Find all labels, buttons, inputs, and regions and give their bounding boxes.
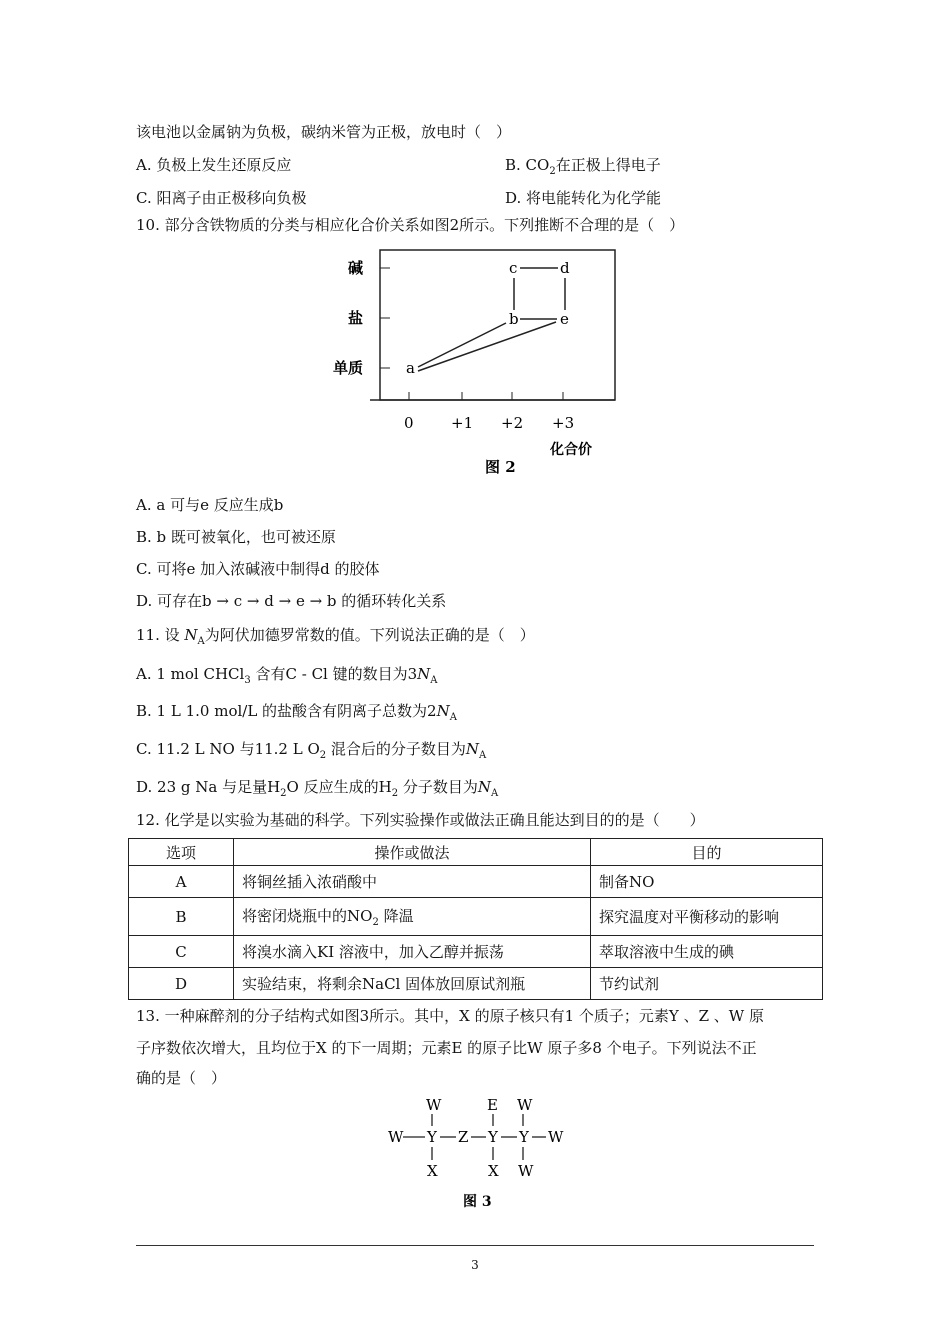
svg-text:W: W (518, 1162, 534, 1180)
footer-divider (136, 1245, 814, 1246)
page-number: 3 (471, 1258, 479, 1272)
figure-2-caption: 图 2 (485, 458, 516, 476)
header-operation: 操作或做法 (234, 839, 591, 866)
point-b: b (509, 310, 519, 328)
q9-option-c: C. 阳离子由正极移向负极 (136, 189, 307, 207)
q9-option-d: D. 将电能转化为化学能 (505, 189, 662, 207)
point-c: c (509, 259, 518, 277)
svg-text:Y: Y (519, 1128, 529, 1146)
figure-2-iron-valence-chart (320, 240, 630, 480)
table-row: B 将密闭烧瓶中的$NO_2$ 降温 探究温度对平衡移动的影响 (129, 898, 823, 936)
svg-text:X: X (488, 1162, 499, 1180)
q10-option-a: A. a 可与e 反应生成b (136, 496, 284, 514)
q11-stem: 11. 设 $N_A$为阿伏加德罗常数的值。下列说法正确的是（ ） (136, 626, 535, 647)
point-e: e (560, 310, 569, 328)
svg-text:Z: Z (458, 1128, 469, 1146)
q13-line-2: 子序数依次增大，且均位于X 的下一周期；元素E 的原子比W 原子多8 个电子。下列说法不正 (136, 1039, 757, 1057)
q13-line-3: 确的是（ ） (136, 1069, 227, 1087)
q13-line-1: 13. 一种麻醉剂的分子结构式如图3所示。其中，X 的原子核只有1 个质子；元素Y 、Z 、W 原 (136, 1007, 764, 1025)
point-d: d (560, 259, 570, 277)
xtick-0: 0 (404, 414, 414, 432)
figure-3-molecule-structure (380, 1090, 580, 1215)
point-a: a (406, 359, 415, 377)
xaxis-label: 化合价 (550, 442, 592, 458)
q11-option-d: D. 23 g Na 与足量$H_2O$ 反应生成的$H_2$ 分子数目为$N_A$ (136, 778, 499, 799)
table-row: A 将铜丝插入浓硝酸中 制备NO (129, 866, 823, 898)
xtick-2: +2 (501, 414, 524, 432)
svg-text:W: W (388, 1128, 404, 1146)
table-row: D 实验结束，将剩余NaCl 固体放回原试剂瓶 节约试剂 (129, 968, 823, 1000)
q9-stem: 该电池以金属钠为负极，碳纳米管为正极，放电时（ ） (136, 123, 512, 141)
svg-text:W: W (548, 1128, 564, 1146)
experiment-table (128, 838, 823, 1000)
svg-text:Y: Y (488, 1128, 498, 1146)
q10-stem: 10. 部分含铁物质的分类与相应化合价关系如图2所示。下列推断不合理的是（ ） (136, 216, 685, 234)
header-option: 选项 (129, 839, 234, 866)
q11-option-c: C. 11.2 L NO 与11.2 L $O_2$ 混合后的分子数目为$N_A$ (136, 740, 487, 761)
table-row: C 将溴水滴入KI 溶液中，加入乙醇并振荡 萃取溶液中生成的碘 (129, 936, 823, 968)
svg-text:W: W (426, 1096, 442, 1114)
xtick-3: +3 (552, 414, 575, 432)
q11-option-a: A. 1 mol CHCl$_3$ 含有C - Cl 键的数目为$3N_A$ (136, 665, 438, 686)
q12-stem: 12. 化学是以实验为基础的科学。下列实验操作或做法正确且能达到目的的是（ ） (136, 811, 705, 829)
svg-text:Y: Y (427, 1128, 437, 1146)
figure-3-caption: 图 3 (463, 1194, 492, 1210)
xtick-1: +1 (451, 414, 474, 432)
q9-option-a: A. 负极上发生还原反应 (136, 156, 292, 174)
ylabel-salt: 盐 (348, 309, 364, 327)
svg-text:W: W (517, 1096, 533, 1114)
table-header-row (129, 839, 823, 866)
q10-option-c: C. 可将e 加入浓碱液中制得d 的胶体 (136, 560, 380, 578)
header-goal: 目的 (591, 839, 823, 866)
q11-option-b: B. 1 L 1.0 mol/L 的盐酸含有阴离子总数为$2N_A$ (136, 702, 457, 723)
q10-option-d: D. 可存在b → c → d → e → b 的循环转化关系 (136, 592, 447, 610)
q9-option-b: B. $CO_2$在正极上得电子 (505, 156, 661, 177)
ylabel-base: 碱 (348, 259, 364, 277)
svg-text:X: X (427, 1162, 438, 1180)
ylabel-element: 单质 (333, 359, 364, 377)
svg-text:E: E (487, 1096, 498, 1114)
q10-option-b: B. b 既可被氧化，也可被还原 (136, 528, 336, 546)
